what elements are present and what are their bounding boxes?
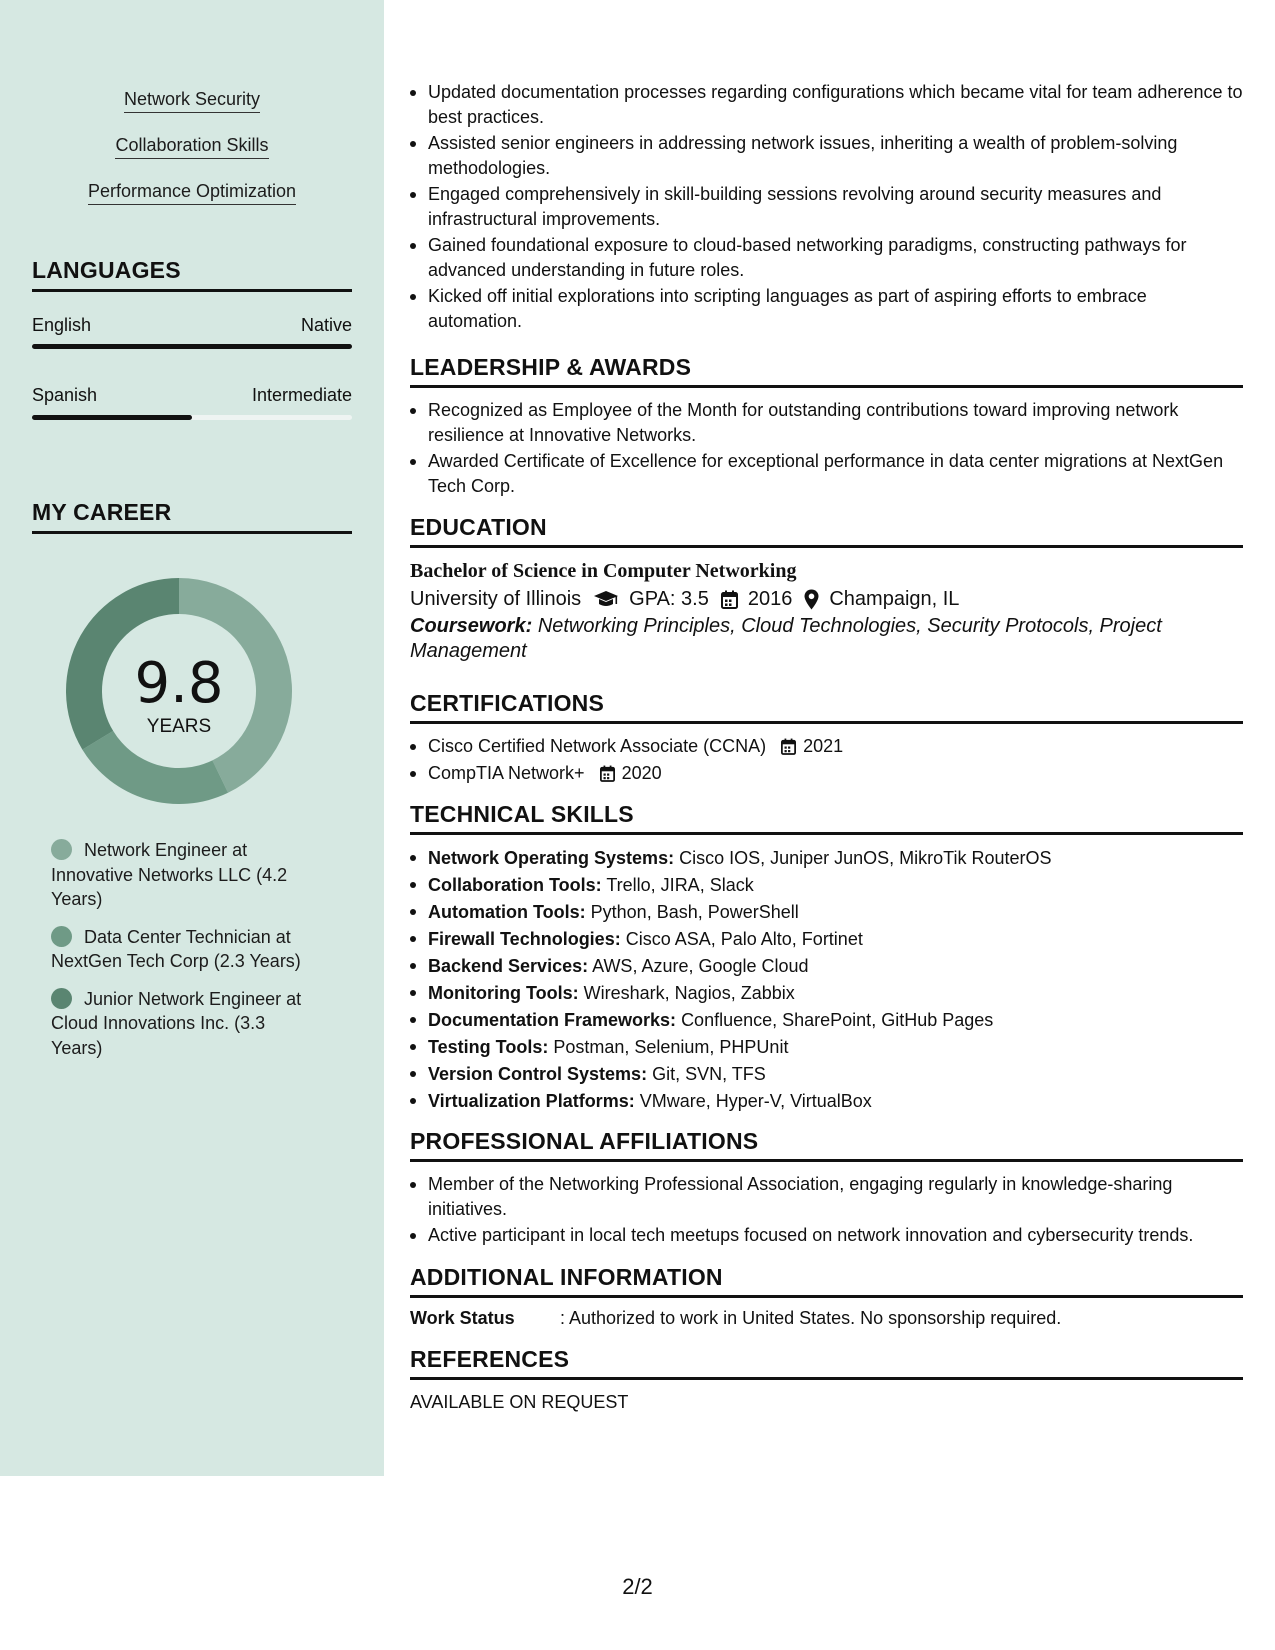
certification-name: CompTIA Network+: [428, 762, 585, 783]
leadership-section: [410, 354, 1243, 498]
language-name: English: [32, 315, 92, 335]
career-item: [51, 838, 321, 912]
skill-label: Virtualization Platforms:: [428, 1091, 635, 1111]
legend-dot: [51, 839, 72, 860]
education-details: [410, 584, 1243, 614]
calendar-icon: [721, 590, 738, 609]
career-item: [51, 987, 321, 1061]
skill-link[interactable]: Collaboration Skills: [115, 134, 268, 159]
experience-bullet: Kicked off initial explorations into scripting languages as part of aspiring efforts to embrace automation.: [410, 284, 1243, 333]
skill-item: [410, 1088, 1243, 1115]
career-item-text: Network Engineer at Innovative Networks LLC (4.2 Years): [51, 840, 288, 909]
graduation-cap-icon: [593, 590, 619, 608]
language-name: Spanish: [32, 385, 98, 405]
career-item-text: Data Center Technician at NextGen Tech Corp (2.3 Years): [51, 926, 301, 971]
skill-label: Automation Tools:: [428, 902, 586, 922]
skill-item: [410, 1034, 1243, 1061]
certification-item: [410, 734, 1243, 759]
skill-value: Python, Bash, PowerShell: [590, 902, 799, 922]
work-status-row: [410, 1306, 1243, 1330]
experience-bullet: Gained foundational exposure to cloud-based networking paradigms, constructing pathways for advanced understanding in future roles.: [410, 233, 1243, 282]
certification-name: Cisco Certified Network Associate (CCNA): [428, 736, 767, 756]
skill-value: Cisco ASA, Palo Alto, Fortinet: [625, 929, 863, 949]
skill-label: Documentation Frameworks:: [428, 1010, 677, 1030]
technical-skills-heading: TECHNICAL SKILLS: [410, 801, 1243, 835]
education-heading: EDUCATION: [410, 514, 1243, 548]
certifications-heading: CERTIFICATIONS: [410, 690, 1243, 724]
skill-value: Confluence, SharePoint, GitHub Pages: [681, 1010, 994, 1030]
award-item: Awarded Certificate of Excellence for exceptional performance in data center migrations at NextGen Tech Corp.: [410, 449, 1243, 498]
references-heading: REFERENCES: [410, 1346, 1243, 1380]
skill-value: Cisco IOS, Juniper JunOS, MikroTik RouterOS: [679, 848, 1052, 868]
career-total: 9.8: [134, 651, 224, 716]
skill-label: Network Operating Systems:: [428, 848, 675, 868]
experience-bullets: [410, 80, 1243, 333]
work-status-value: : Authorized to work in United States. No sponsorship required.: [560, 1308, 1062, 1328]
affiliations-heading: PROFESSIONAL AFFILIATIONS: [410, 1128, 1243, 1162]
education-section: [410, 514, 1243, 664]
donut-segment: [82, 731, 228, 804]
language-bar: [32, 344, 352, 349]
experience-bullet: Updated documentation processes regarding configurations which became vital for team adherence to best practices.: [410, 80, 1243, 129]
skill-value: Git, SVN, TFS: [652, 1064, 766, 1084]
references-text: AVAILABLE ON REQUEST: [410, 1392, 629, 1412]
career-unit: YEARS: [146, 716, 212, 737]
career-donut-chart: [66, 578, 292, 804]
coursework: [410, 614, 1243, 664]
legend-dot: [51, 988, 72, 1009]
certifications-section: [410, 690, 1243, 785]
language-bar-fill: [32, 344, 352, 349]
skill-value: VMware, Hyper-V, VirtualBox: [639, 1091, 872, 1111]
skill-label: Firewall Technologies:: [428, 929, 621, 949]
language-row: [32, 385, 352, 406]
page-number: 2/2: [622, 1574, 653, 1599]
skill-link[interactable]: Network Security: [124, 88, 260, 113]
skill-item: [410, 845, 1243, 872]
skill-link[interactable]: Performance Optimization: [88, 180, 296, 205]
work-status-label: Work Status: [410, 1308, 515, 1328]
language-level: Native: [300, 315, 352, 335]
additional-info-heading: ADDITIONAL INFORMATION: [410, 1264, 1243, 1298]
calendar-icon: [781, 738, 796, 755]
skill-value: Wireshark, Nagios, Zabbix: [583, 983, 795, 1003]
language-bar-fill: [32, 415, 192, 420]
coursework-label: Coursework:: [410, 615, 533, 637]
education-location: Champaign, IL: [829, 588, 960, 610]
degree-title: Bachelor of Science in Computer Networking: [410, 560, 797, 582]
skill-item: [410, 926, 1243, 953]
language-row: [32, 315, 352, 336]
skill-label: Testing Tools:: [428, 1037, 549, 1057]
languages-heading: LANGUAGES: [32, 257, 352, 292]
calendar-icon: [600, 765, 615, 782]
award-item: Recognized as Employee of the Month for outstanding contributions toward improving network resilience at Innovative Networks.: [410, 398, 1243, 447]
career-item: [51, 925, 321, 974]
career-item-text: Junior Network Engineer at Cloud Innovations Inc. (3.3 Years): [51, 988, 302, 1058]
language-bar: [32, 415, 352, 420]
location-pin-icon: [804, 589, 819, 610]
certification-year: 2020: [621, 762, 662, 783]
skill-item: [410, 872, 1243, 899]
language-level: Intermediate: [251, 385, 352, 405]
affiliation-item: Member of the Networking Professional Association, engaging regularly in knowledge-sharing initiatives.: [410, 1172, 1243, 1221]
technical-skills-section: [410, 801, 1243, 1115]
skill-value: Trello, JIRA, Slack: [606, 875, 754, 895]
affiliations-section: [410, 1128, 1243, 1248]
skill-list: [0, 88, 384, 226]
skill-item: [410, 1007, 1243, 1034]
skill-label: Backend Services:: [428, 956, 589, 976]
certification-item: [410, 761, 1243, 786]
leadership-heading: LEADERSHIP & AWARDS: [410, 354, 1243, 388]
skill-item: [410, 953, 1243, 980]
gpa: GPA: 3.5: [629, 588, 709, 610]
school-name: University of Illinois: [410, 588, 582, 610]
affiliation-item: Active participant in local tech meetups focused on network innovation and cybersecurity trends.: [410, 1223, 1243, 1248]
sidebar: [0, 0, 384, 1476]
skill-item: [410, 899, 1243, 926]
skill-label: Collaboration Tools:: [428, 875, 602, 895]
legend-dot: [51, 926, 72, 947]
coursework-list: Networking Principles, Cloud Technologies, Security Protocols, Project Management: [410, 615, 1162, 662]
certification-year: 2021: [803, 736, 844, 756]
experience-bullet: Assisted senior engineers in addressing network issues, inheriting a wealth of problem-solving methodologies.: [410, 131, 1243, 180]
references-section: [410, 1346, 1243, 1414]
skill-item: [410, 980, 1243, 1007]
additional-info-section: [410, 1264, 1243, 1330]
experience-bullet: Engaged comprehensively in skill-building sessions revolving around security measures and infrastructural improvements.: [410, 182, 1243, 231]
skill-value: Postman, Selenium, PHPUnit: [553, 1037, 789, 1057]
career-heading: MY CAREER: [32, 499, 352, 534]
skill-label: Version Control Systems:: [428, 1064, 648, 1084]
skill-value: AWS, Azure, Google Cloud: [592, 956, 809, 976]
graduation-year: 2016: [747, 588, 793, 610]
skill-label: Monitoring Tools:: [428, 983, 579, 1003]
skill-item: [410, 1061, 1243, 1088]
career-legend: [51, 838, 321, 1073]
